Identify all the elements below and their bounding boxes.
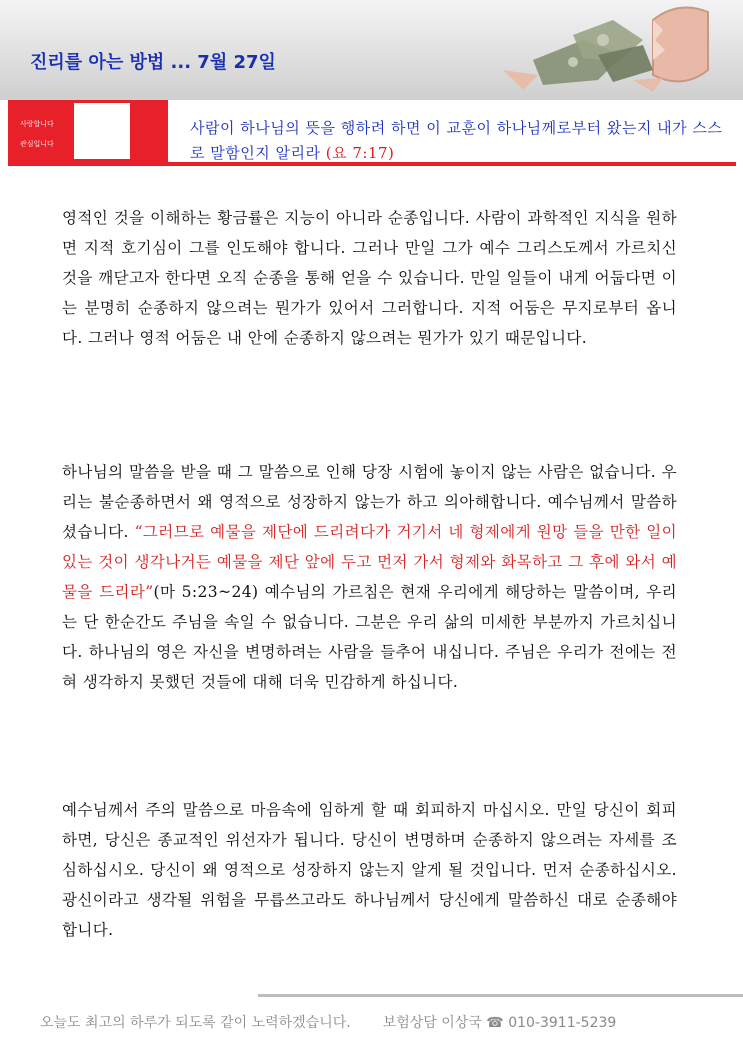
paragraph-2 — [62, 457, 677, 697]
page-title: 진리를 아는 방법 ... 7월 27일 — [30, 52, 276, 73]
paragraph-1: 영적인 것을 이해하는 황금률은 지능이 아니라 순종입니다. 사람이 과학적인 지식을 원하면 지적 호기심이 그를 인도해야 합니다. 그러나 만일 그가 예수 그리스도께서 가르치신 것을 깨닫고자 한다면 오직 순종을 통해 얻을 수 있습니다. 만일 일들이 내게 어둡다면 이는 분명히 순종하지 않으려는 뭔가가 있어서 그러합니다. 지적 어둠은 무지로부터 옵니다. 그러나 영적 어둠은 내 안에 순종하지 않으려는 뭔가가 있기 때문입니다. — [62, 209, 677, 347]
contact-label: 보험상담 이상국 — [382, 1015, 482, 1031]
header-banner — [0, 0, 743, 100]
footer-message: 오늘도 최고의 하루가 되도록 같이 노력하겠습니다. — [40, 1015, 351, 1031]
scripture-quote: “그러므로 예물을 제단에 드리려다가 거기서 네 형제에게 원망 들을 만한 일이 있는 것이 생각나거든 예물을 제단 앞에 두고 먼저 가서 형제와 화목하고 그 후에 와서 예물을 드리라” — [62, 523, 677, 601]
phone-icon: ☎ — [486, 1015, 504, 1031]
verse-text: 사람이 하나님의 뜻을 행하려 하면 이 교훈이 하나님께로부터 왔는지 내가 스스로 말함인지 알리라 — [190, 119, 723, 162]
badge-line-2: 관심입니다 — [20, 140, 54, 148]
broken-egg-money-illustration — [503, 0, 713, 100]
footer — [40, 1012, 616, 1032]
paragraph-2-rest: (마 5:23~24) 예수님의 가르침은 현재 우리에게 해당하는 말씀이며, 우리는 단 한순간도 주님을 속일 수 없습니다. 그분은 우리 삶의 미세한 부분까지 가르치십니다. 하나님의 영은 자신을 변명하려는 사람을 들추어 내십니다. 주님은 우리가 전에는 전혀 생각하지 못했던 것들에 대해 더욱 민감하게 하십니다. — [62, 583, 677, 691]
verse-reference: (요 7:17) — [325, 144, 395, 162]
phone-number: 010-3911-5239 — [508, 1015, 617, 1031]
badge-white-box — [74, 103, 130, 159]
paragraph-3: 예수님께서 주의 말씀으로 마음속에 임하게 할 때 회피하지 마십시오. 만일 당신이 회피하면, 당신은 종교적인 위선자가 됩니다. 당신이 변명하며 순종하지 않으려는 자세를 조심하십시오. 당신이 왜 영적으로 성장하지 않는지 알게 될 것입니다. 먼저 순종하십시오. 광신이라고 생각될 위험을 무릅쓰고라도 하나님께서 당신에게 말씀하신 대로 순종해야 합니다. — [62, 801, 677, 939]
paragraph-2-intro: 하나님의 말씀을 받을 때 그 말씀으로 인해 당장 시험에 놓이지 않는 사람은 없습니다. 우리는 불순종하면서 왜 영적으로 성장하지 않는가 하고 의아해합니다. 예수님께서 말씀하셨습니다. — [62, 463, 677, 541]
badge-line-1: 사랑합니다 — [20, 120, 54, 128]
verse-of-the-day — [190, 116, 730, 166]
footer-divider — [258, 994, 743, 997]
